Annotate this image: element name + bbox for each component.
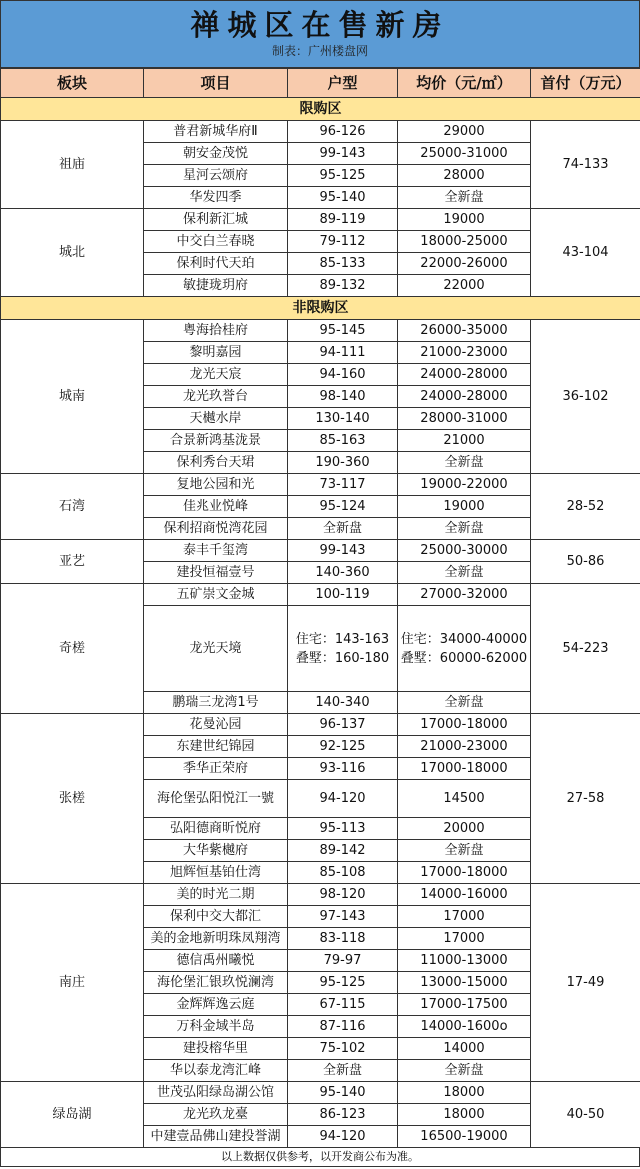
unit-type: 79-97 bbox=[288, 950, 398, 972]
project-name: 保利中交大都汇 bbox=[144, 906, 288, 928]
project-name: 泰丰千玺湾 bbox=[144, 540, 288, 562]
avg-price: 27000-32000 bbox=[398, 584, 531, 606]
project-name: 花曼沁园 bbox=[144, 714, 288, 736]
table-row bbox=[1, 540, 640, 562]
district-name: 城南 bbox=[1, 320, 144, 474]
project-name: 华发四季 bbox=[144, 187, 288, 209]
project-name: 龙光玖誉台 bbox=[144, 386, 288, 408]
avg-price: 17000-18000 bbox=[398, 714, 531, 736]
project-name: 朝安金茂悦 bbox=[144, 143, 288, 165]
avg-price-line: 住宅：34000-40000 bbox=[400, 631, 528, 647]
avg-price: 24000-28000 bbox=[398, 364, 531, 386]
project-name: 建投恒福壹号 bbox=[144, 562, 288, 584]
unit-type: 130-140 bbox=[288, 408, 398, 430]
unit-type: 89-132 bbox=[288, 275, 398, 297]
avg-price: 17000 bbox=[398, 906, 531, 928]
project-name: 东建世纪锦园 bbox=[144, 736, 288, 758]
avg-price: 全新盘 bbox=[398, 518, 531, 540]
avg-price: 17000-18000 bbox=[398, 862, 531, 884]
table-body bbox=[1, 98, 640, 1148]
avg-price: 11000-13000 bbox=[398, 950, 531, 972]
district-name: 张槎 bbox=[1, 714, 144, 884]
project-name: 粤海拾桂府 bbox=[144, 320, 288, 342]
avg-price: 20000 bbox=[398, 818, 531, 840]
avg-price: 22000-26000 bbox=[398, 253, 531, 275]
avg-price: 26000-35000 bbox=[398, 320, 531, 342]
project-name: 天樾水岸 bbox=[144, 408, 288, 430]
unit-type: 99-143 bbox=[288, 540, 398, 562]
project-name: 复地公园和光 bbox=[144, 474, 288, 496]
avg-price: 16500-19000 bbox=[398, 1126, 531, 1148]
unit-type: 95-113 bbox=[288, 818, 398, 840]
down-payment: 43-104 bbox=[531, 209, 640, 297]
unit-type: 97-143 bbox=[288, 906, 398, 928]
avg-price: 18000 bbox=[398, 1082, 531, 1104]
unit-type: 73-117 bbox=[288, 474, 398, 496]
unit-type: 93-116 bbox=[288, 758, 398, 780]
unit-type bbox=[288, 606, 398, 692]
district-name: 南庄 bbox=[1, 884, 144, 1082]
district-name: 奇槎 bbox=[1, 584, 144, 714]
avg-price: 21000-23000 bbox=[398, 342, 531, 364]
unit-type: 95-140 bbox=[288, 187, 398, 209]
down-payment: 50-86 bbox=[531, 540, 640, 584]
project-name: 中交白兰春晓 bbox=[144, 231, 288, 253]
avg-price: 21000 bbox=[398, 430, 531, 452]
avg-price: 13000-15000 bbox=[398, 972, 531, 994]
project-name: 保利招商悦湾花园 bbox=[144, 518, 288, 540]
unit-type: 75-102 bbox=[288, 1038, 398, 1060]
unit-type: 98-140 bbox=[288, 386, 398, 408]
unit-type-line: 住宅：143-163 bbox=[295, 631, 390, 647]
project-name: 建投榕华里 bbox=[144, 1038, 288, 1060]
district-name: 祖庙 bbox=[1, 121, 144, 209]
project-name: 金辉辉逸云庭 bbox=[144, 994, 288, 1016]
avg-price: 14000 bbox=[398, 1038, 531, 1060]
district-name: 石湾 bbox=[1, 474, 144, 540]
avg-price: 21000-23000 bbox=[398, 736, 531, 758]
project-name: 世茂弘阳绿岛湖公馆 bbox=[144, 1082, 288, 1104]
table-row bbox=[1, 121, 640, 143]
unit-type: 92-125 bbox=[288, 736, 398, 758]
section-label: 限购区 bbox=[1, 98, 640, 121]
project-name: 龙光天境 bbox=[144, 606, 288, 692]
header-project: 项目 bbox=[144, 69, 288, 98]
avg-price: 18000-25000 bbox=[398, 231, 531, 253]
listings-table bbox=[0, 68, 640, 1148]
district-name: 绿岛湖 bbox=[1, 1082, 144, 1148]
avg-price: 全新盘 bbox=[398, 840, 531, 862]
avg-price: 14000-1600o bbox=[398, 1016, 531, 1038]
project-name: 黎明嘉园 bbox=[144, 342, 288, 364]
unit-type: 95-125 bbox=[288, 972, 398, 994]
project-name: 佳兆业悦峰 bbox=[144, 496, 288, 518]
page-title: 禅城区在售新房 bbox=[190, 8, 450, 42]
subtitle: 制表：广州楼盘网 bbox=[271, 44, 368, 58]
project-name: 保利秀台天珺 bbox=[144, 452, 288, 474]
unit-type: 79-112 bbox=[288, 231, 398, 253]
down-payment: 54-223 bbox=[531, 584, 640, 714]
table-row bbox=[1, 209, 640, 231]
avg-price: 17000-17500 bbox=[398, 994, 531, 1016]
district-name: 亚艺 bbox=[1, 540, 144, 584]
unit-type: 94-120 bbox=[288, 780, 398, 818]
project-name: 五矿崇文金城 bbox=[144, 584, 288, 606]
unit-type: 96-137 bbox=[288, 714, 398, 736]
project-name: 万科金域半岛 bbox=[144, 1016, 288, 1038]
avg-price: 28000 bbox=[398, 165, 531, 187]
header-row bbox=[1, 69, 640, 98]
avg-price: 28000-31000 bbox=[398, 408, 531, 430]
avg-price: 19000 bbox=[398, 496, 531, 518]
down-payment: 74-133 bbox=[531, 121, 640, 209]
unit-type: 190-360 bbox=[288, 452, 398, 474]
avg-price: 25000-31000 bbox=[398, 143, 531, 165]
avg-price: 全新盘 bbox=[398, 692, 531, 714]
unit-type: 94-120 bbox=[288, 1126, 398, 1148]
project-name: 美的金地新明珠凤翔湾 bbox=[144, 928, 288, 950]
unit-type: 85-133 bbox=[288, 253, 398, 275]
unit-type: 94-160 bbox=[288, 364, 398, 386]
avg-price: 14000-16000 bbox=[398, 884, 531, 906]
table-row bbox=[1, 714, 640, 736]
unit-type: 96-126 bbox=[288, 121, 398, 143]
unit-type: 86-123 bbox=[288, 1104, 398, 1126]
avg-price: 全新盘 bbox=[398, 562, 531, 584]
unit-type: 87-116 bbox=[288, 1016, 398, 1038]
project-name: 海伦堡弘阳悦江一號 bbox=[144, 780, 288, 818]
down-payment: 27-58 bbox=[531, 714, 640, 884]
avg-price: 17000 bbox=[398, 928, 531, 950]
unit-type: 95-140 bbox=[288, 1082, 398, 1104]
project-name: 龙光玖龙臺 bbox=[144, 1104, 288, 1126]
project-name: 保利新汇城 bbox=[144, 209, 288, 231]
avg-price: 14500 bbox=[398, 780, 531, 818]
unit-type: 94-111 bbox=[288, 342, 398, 364]
project-name: 华以泰龙湾汇峰 bbox=[144, 1060, 288, 1082]
unit-type: 全新盘 bbox=[288, 1060, 398, 1082]
table-row bbox=[1, 320, 640, 342]
project-name: 星河云颂府 bbox=[144, 165, 288, 187]
project-name: 季华正荣府 bbox=[144, 758, 288, 780]
project-name: 普君新城华府Ⅱ bbox=[144, 121, 288, 143]
table-row bbox=[1, 884, 640, 906]
section-row bbox=[1, 297, 640, 320]
unit-type-line: 叠墅：160-180 bbox=[295, 650, 390, 666]
table-row bbox=[1, 474, 640, 496]
avg-price: 24000-28000 bbox=[398, 386, 531, 408]
avg-price: 19000-22000 bbox=[398, 474, 531, 496]
unit-type: 67-115 bbox=[288, 994, 398, 1016]
avg-price: 18000 bbox=[398, 1104, 531, 1126]
avg-price: 29000 bbox=[398, 121, 531, 143]
avg-price: 全新盘 bbox=[398, 452, 531, 474]
avg-price: 19000 bbox=[398, 209, 531, 231]
unit-type: 89-119 bbox=[288, 209, 398, 231]
unit-type: 85-108 bbox=[288, 862, 398, 884]
down-payment: 28-52 bbox=[531, 474, 640, 540]
section-label: 非限购区 bbox=[1, 297, 640, 320]
project-name: 德信禹州曦悦 bbox=[144, 950, 288, 972]
unit-type: 89-142 bbox=[288, 840, 398, 862]
project-name: 旭辉恒基铂仕湾 bbox=[144, 862, 288, 884]
section-row bbox=[1, 98, 640, 121]
table-row bbox=[1, 584, 640, 606]
unit-type: 140-360 bbox=[288, 562, 398, 584]
title-banner bbox=[0, 0, 640, 68]
unit-type: 140-340 bbox=[288, 692, 398, 714]
unit-type: 95-125 bbox=[288, 165, 398, 187]
down-payment: 36-102 bbox=[531, 320, 640, 474]
avg-price bbox=[398, 606, 531, 692]
footer-note: 以上数据仅供参考，以开发商公布为准。 bbox=[0, 1148, 640, 1167]
unit-type: 全新盘 bbox=[288, 518, 398, 540]
header-district: 板块 bbox=[1, 69, 144, 98]
header-unit-type: 户型 bbox=[288, 69, 398, 98]
avg-price-line: 叠墅：60000-62000 bbox=[400, 650, 528, 666]
unit-type: 83-118 bbox=[288, 928, 398, 950]
avg-price: 22000 bbox=[398, 275, 531, 297]
unit-type: 100-119 bbox=[288, 584, 398, 606]
project-name: 鹏瑞三龙湾1号 bbox=[144, 692, 288, 714]
header-avg-price: 均价（元/㎡） bbox=[398, 69, 531, 98]
down-payment: 40-50 bbox=[531, 1082, 640, 1148]
project-name: 美的时光二期 bbox=[144, 884, 288, 906]
project-name: 合景新鸿基泷景 bbox=[144, 430, 288, 452]
project-name: 弘阳德商昕悦府 bbox=[144, 818, 288, 840]
avg-price: 全新盘 bbox=[398, 187, 531, 209]
unit-type: 95-124 bbox=[288, 496, 398, 518]
project-name: 中建壹品佛山建投誉湖 bbox=[144, 1126, 288, 1148]
unit-type: 99-143 bbox=[288, 143, 398, 165]
header-down-payment: 首付（万元） bbox=[531, 69, 640, 98]
district-name: 城北 bbox=[1, 209, 144, 297]
unit-type: 85-163 bbox=[288, 430, 398, 452]
avg-price: 17000-18000 bbox=[398, 758, 531, 780]
project-name: 海伦堡汇银玖悦澜湾 bbox=[144, 972, 288, 994]
project-name: 大华紫樾府 bbox=[144, 840, 288, 862]
unit-type: 98-120 bbox=[288, 884, 398, 906]
table-row bbox=[1, 1082, 640, 1104]
project-name: 敏捷珑玥府 bbox=[144, 275, 288, 297]
avg-price: 全新盘 bbox=[398, 1060, 531, 1082]
unit-type: 95-145 bbox=[288, 320, 398, 342]
project-name: 保利时代天珀 bbox=[144, 253, 288, 275]
project-name: 龙光天宸 bbox=[144, 364, 288, 386]
avg-price: 25000-30000 bbox=[398, 540, 531, 562]
down-payment: 17-49 bbox=[531, 884, 640, 1082]
